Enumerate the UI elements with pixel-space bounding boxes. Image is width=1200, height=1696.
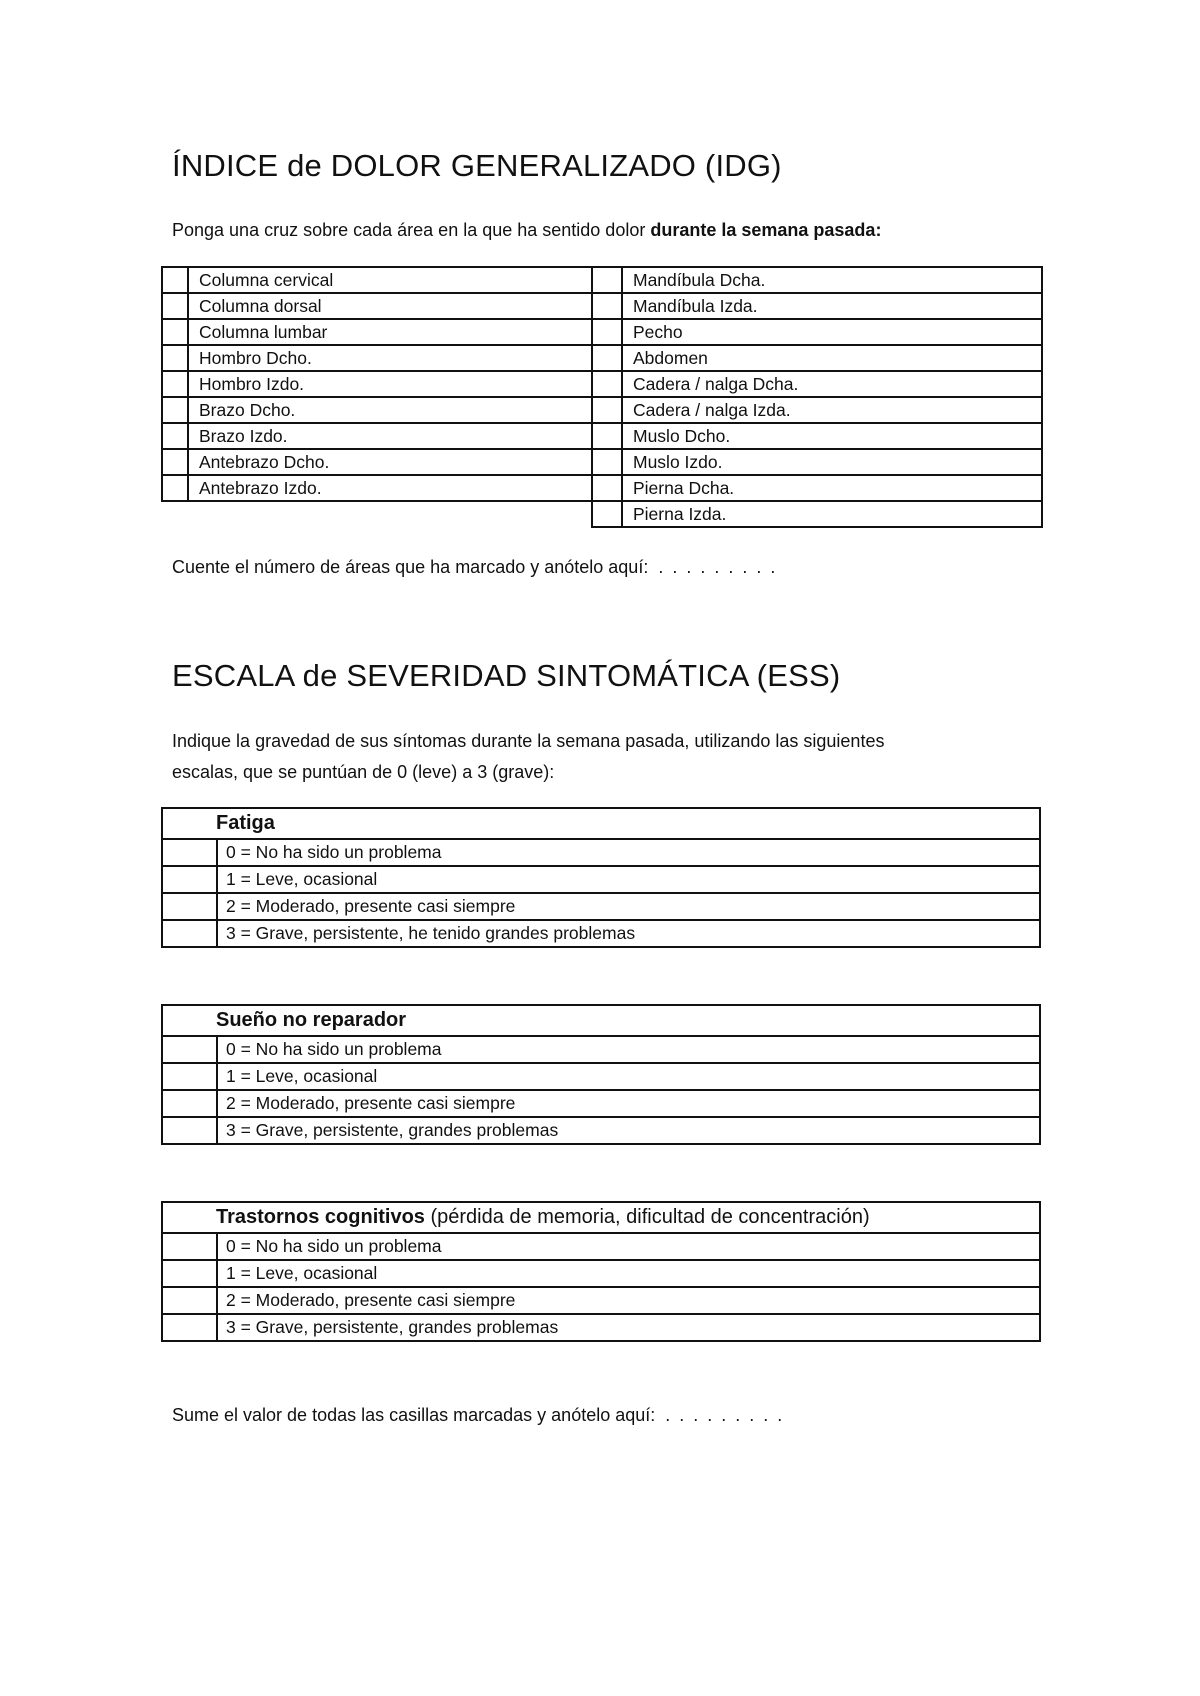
idg-row [162,293,1042,319]
area-label-left: Columna cervical [188,267,592,293]
idg-row [162,345,1042,371]
scale-header-row [162,808,1040,839]
checkbox-right[interactable] [592,345,622,371]
area-label-left: Hombro Izdo. [188,371,592,397]
area-label-left: Antebrazo Dcho. [188,449,592,475]
scale-header-row [162,1005,1040,1036]
area-label-left: Hombro Dcho. [188,345,592,371]
checkbox-right[interactable] [592,371,622,397]
option-label: 0 = No ha sido un problema [217,1036,1040,1063]
checkbox-left[interactable] [162,397,188,423]
idg-count-text: Cuente el número de áreas que ha marcado y anótelo aquí: [172,557,649,577]
option-label: 3 = Grave, persistente, he tenido grandes problemas [217,920,1040,947]
scale-option-row [162,1117,1040,1144]
checkbox-left[interactable] [162,371,188,397]
option-checkbox[interactable] [162,1287,217,1314]
area-label-right: Pierna Izda. [622,501,1042,527]
scale-header [162,1202,1040,1233]
option-checkbox[interactable] [162,866,217,893]
idg-row [162,397,1042,423]
idg-row [162,267,1042,293]
checkbox-right[interactable] [592,267,622,293]
scale-subtitle: (pérdida de memoria, dificultad de concentración) [424,1206,870,1228]
scale-header [162,1005,1040,1036]
scale-option-row [162,920,1040,947]
scale-title: Trastornos cognitivos [216,1206,425,1228]
idg-row [162,319,1042,345]
scale-table-cognitivos [161,1201,1041,1342]
option-checkbox[interactable] [162,1233,217,1260]
scale-option-row [162,1233,1040,1260]
scale-option-row [162,1260,1040,1287]
option-label: 3 = Grave, persistente, grandes problemas [217,1314,1040,1341]
option-checkbox[interactable] [162,893,217,920]
scale-header [162,808,1040,839]
idg-row [162,501,1042,527]
checkbox-right[interactable] [592,293,622,319]
area-label-right: Mandíbula Izda. [622,293,1042,319]
idg-instruction-bold: durante la semana pasada: [650,220,882,240]
scale-title: Sueño no reparador [216,1009,407,1031]
area-label-right: Muslo Dcho. [622,423,1042,449]
area-label-left: Columna lumbar [188,319,592,345]
area-label-right: Abdomen [622,345,1042,371]
area-label-right: Cadera / nalga Dcha. [622,371,1042,397]
option-label: 2 = Moderado, presente casi siempre [217,893,1040,920]
area-label-right: Muslo Izdo. [622,449,1042,475]
ess-sum-blank[interactable]: . . . . . . . . . [665,1405,785,1425]
option-checkbox[interactable] [162,1260,217,1287]
scale-option-row [162,839,1040,866]
idg-row [162,475,1042,501]
scale-option-row [162,1063,1040,1090]
checkbox-right[interactable] [592,475,622,501]
option-label: 1 = Leve, ocasional [217,1260,1040,1287]
checkbox-left[interactable] [162,449,188,475]
option-checkbox[interactable] [162,1314,217,1341]
idg-count-line [172,552,777,583]
option-checkbox[interactable] [162,1117,217,1144]
area-label-right: Pierna Dcha. [622,475,1042,501]
area-label-left: Brazo Dcho. [188,397,592,423]
area-label-left: Columna dorsal [188,293,592,319]
area-label-right: Mandíbula Dcha. [622,267,1042,293]
checkbox-left[interactable] [162,267,188,293]
ess-sum-line [172,1400,784,1431]
idg-row [162,449,1042,475]
option-checkbox[interactable] [162,920,217,947]
checkbox-left[interactable] [162,345,188,371]
checkbox-left[interactable] [162,293,188,319]
idg-instruction [172,215,881,246]
option-label: 0 = No ha sido un problema [217,1233,1040,1260]
checkbox-right[interactable] [592,501,622,527]
option-label: 2 = Moderado, presente casi siempre [217,1287,1040,1314]
option-label: 3 = Grave, persistente, grandes problemas [217,1117,1040,1144]
option-checkbox[interactable] [162,839,217,866]
area-label-right: Pecho [622,319,1042,345]
option-label: 2 = Moderado, presente casi siempre [217,1090,1040,1117]
checkbox-right[interactable] [592,319,622,345]
ess-title: ESCALA de SEVERIDAD SINTOMÁTICA (ESS) [172,658,841,693]
scale-option-row [162,1090,1040,1117]
area-label-right: Cadera / nalga Izda. [622,397,1042,423]
scale-option-row [162,1036,1040,1063]
checkbox-right[interactable] [592,423,622,449]
ess-instruction-line-1: Indique la gravedad de sus síntomas durante la semana pasada, utilizando las siguientes [172,731,885,751]
checkbox-left[interactable] [162,423,188,449]
option-checkbox[interactable] [162,1036,217,1063]
scale-option-row [162,1314,1040,1341]
scale-table-sueno [161,1004,1041,1145]
scale-title: Fatiga [216,812,275,834]
idg-areas-table [161,266,1043,528]
option-checkbox[interactable] [162,1063,217,1090]
option-checkbox[interactable] [162,1090,217,1117]
scale-option-row [162,866,1040,893]
checkbox-right[interactable] [592,449,622,475]
idg-title: ÍNDICE de DOLOR GENERALIZADO (IDG) [172,148,782,183]
idg-row [162,371,1042,397]
idg-instruction-normal: Ponga una cruz sobre cada área en la que ha sentido dolor [172,220,651,240]
scale-header-row [162,1202,1040,1233]
option-label: 1 = Leve, ocasional [217,866,1040,893]
scale-table-fatiga [161,807,1041,948]
empty-cell [162,501,188,527]
scale-option-row [162,1287,1040,1314]
idg-row [162,423,1042,449]
checkbox-left[interactable] [162,319,188,345]
area-label-left: Antebrazo Izdo. [188,475,592,501]
empty-cell [188,501,592,527]
ess-sum-text: Sume el valor de todas las casillas marcadas y anótelo aquí: [172,1405,656,1425]
scale-option-row [162,893,1040,920]
checkbox-right[interactable] [592,397,622,423]
idg-count-blank[interactable]: . . . . . . . . . [658,557,778,577]
option-label: 1 = Leve, ocasional [217,1063,1040,1090]
option-label: 0 = No ha sido un problema [217,839,1040,866]
checkbox-left[interactable] [162,475,188,501]
ess-instruction-line-2: escalas, que se puntúan de 0 (leve) a 3 (grave): [172,762,555,782]
area-label-left: Brazo Izdo. [188,423,592,449]
